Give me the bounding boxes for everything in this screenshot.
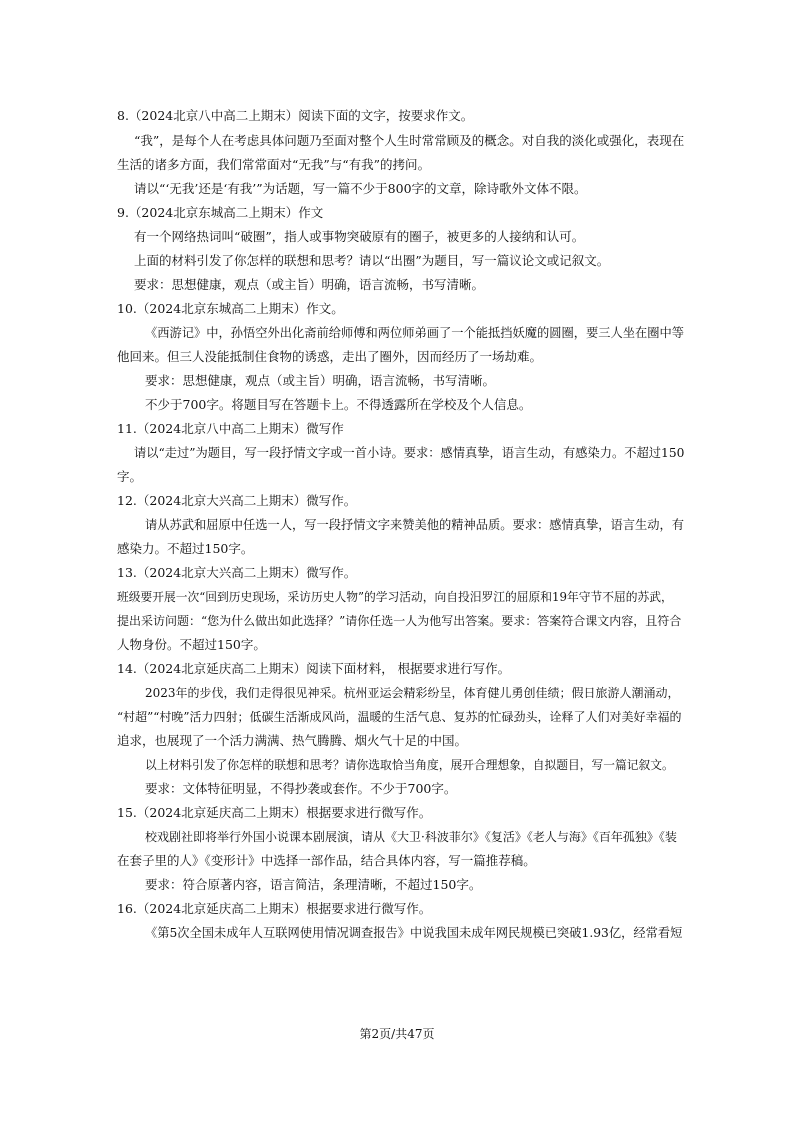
question-text: 有一个网络热词叫“破圈”，指人或事物突破原有的圈子，被更多的人接纳和认可。 <box>134 229 585 244</box>
question-header: 16.（2024北京延庆高二上期末）根据要求进行微写作。 <box>117 901 432 916</box>
question-header: 10.（2024北京东城高二上期末）作文。 <box>117 301 344 316</box>
question-header: 9.（2024北京东城高二上期末）作文 <box>117 205 324 220</box>
question-text: 他回来。但三人没能抵制住食物的诱惑，走出了圈外，因而经历了一场劫难。 <box>117 349 543 364</box>
question-header: 13.（2024北京大兴高二上期末）微写作。 <box>117 565 357 580</box>
question-text: 请从苏武和屈原中任选一人，写一段抒情文字来赞美他的精神品质。要求：感情真挚，语言生动，有 <box>145 518 684 532</box>
question-text: 2023年的步伐，我们走得很见神采。杭州亚运会精彩纷呈，体育健儿勇创佳绩；假日旅游人潮涌动， <box>145 686 680 700</box>
question-text: 《西游记》中，孙悟空外出化斋前给师傅和两位师弟画了一个能抵挡妖魔的圆圈，要三人坐在圈中等 <box>145 326 684 340</box>
question-text: “村超”“村晚”活力四射；低碳生活渐成风尚，温暖的生活气息、复苏的忙碌劲头，诠释了人们对美好幸福的 <box>117 710 682 724</box>
question-text: 校戏剧社即将举行外国小说课本剧展演，请从《大卫·科波菲尔》《复活》《老人与海》《百年孤独》《装 <box>145 830 677 844</box>
question-text: 追求，也展现了一个活力满满、热气腾腾、烟火气十足的中国。 <box>117 733 468 748</box>
question-text: 要求：思想健康，观点（或主旨）明确，语言流畅，书写清晰。 <box>145 373 496 388</box>
question-text: 上面的材料引发了你怎样的联想和思考？请以“出圈”为题目，写一篇议论文或记叙文。 <box>134 253 610 268</box>
question-text: 在套子里的人》《变形计》中选择一部作品，结合具体内容，写一篇推荐稿。 <box>117 853 536 868</box>
question-text: 要求：思想健康，观点（或主旨）明确，语言流畅，书写清晰。 <box>134 277 485 292</box>
page-number: 第2页/共47页 <box>359 1027 435 1041</box>
question-text: 以上材料引发了你怎样的联想和思考？请你选取恰当角度，展开合理想象，自拟题目，写一篇记叙文。 <box>145 758 674 772</box>
question-text: 要求：文体特征明显，不得抄袭或套作。不少于700字。 <box>145 781 457 796</box>
question-text: 《第5次全国未成年人互联网使用情况调查报告》中说我国未成年网民规模已突破1.93亿，经常看短 <box>145 926 683 940</box>
question-header: 12.（2024北京大兴高二上期末）微写作。 <box>117 493 357 508</box>
question-text: 感染力。不超过150字。 <box>117 541 254 556</box>
question-text: 字。 <box>117 469 143 484</box>
question-header: 14.（2024北京延庆高二上期末）阅读下面材料， 根据要求进行写作。 <box>117 661 511 676</box>
question-text: 请以“‘无我’还是‘有我’”为话题，写一篇不少于800字的文章，除诗歌外文体不限。 <box>134 181 587 196</box>
question-text: 生活的诸多方面，我们常常面对“无我”与“有我”的拷问。 <box>117 157 431 172</box>
question-header: 11.（2024北京八中高二上期末）微写作 <box>117 421 344 436</box>
question-text: 请以“走过”为题目，写一段抒情文字或一首小诗。要求：感情真挚，语言生动，有感染力。不超过150 <box>134 446 685 460</box>
question-text: 提出采访问题：“您为什么做出如此选择？”请你任选一人为他写出答案。要求：答案符合课文内容，且符合 <box>117 614 682 628</box>
question-text: “我”，是每个人在考虑具体问题乃至面对整个人生时常常顾及的概念。对自我的淡化或强化，表现在 <box>134 133 685 148</box>
question-header: 8.（2024北京八中高二上期末）阅读下面的文字，按要求作文。 <box>117 108 474 123</box>
question-text: 班级要开展一次“回到历史现场，采访历史人物”的学习活动，向自投汨罗江的屈原和19年守节不屈的苏武， <box>117 590 673 604</box>
question-text: 不少于700字。将题目写在答题卡上。不得透露所在学校及个人信息。 <box>145 397 532 412</box>
question-text: 要求：符合原著内容，语言简洁，条理清晰，不超过150字。 <box>145 877 482 892</box>
question-text: 人物身份。不超过150字。 <box>117 637 266 652</box>
question-header: 15.（2024北京延庆高二上期末）根据要求进行微写作。 <box>117 805 432 820</box>
